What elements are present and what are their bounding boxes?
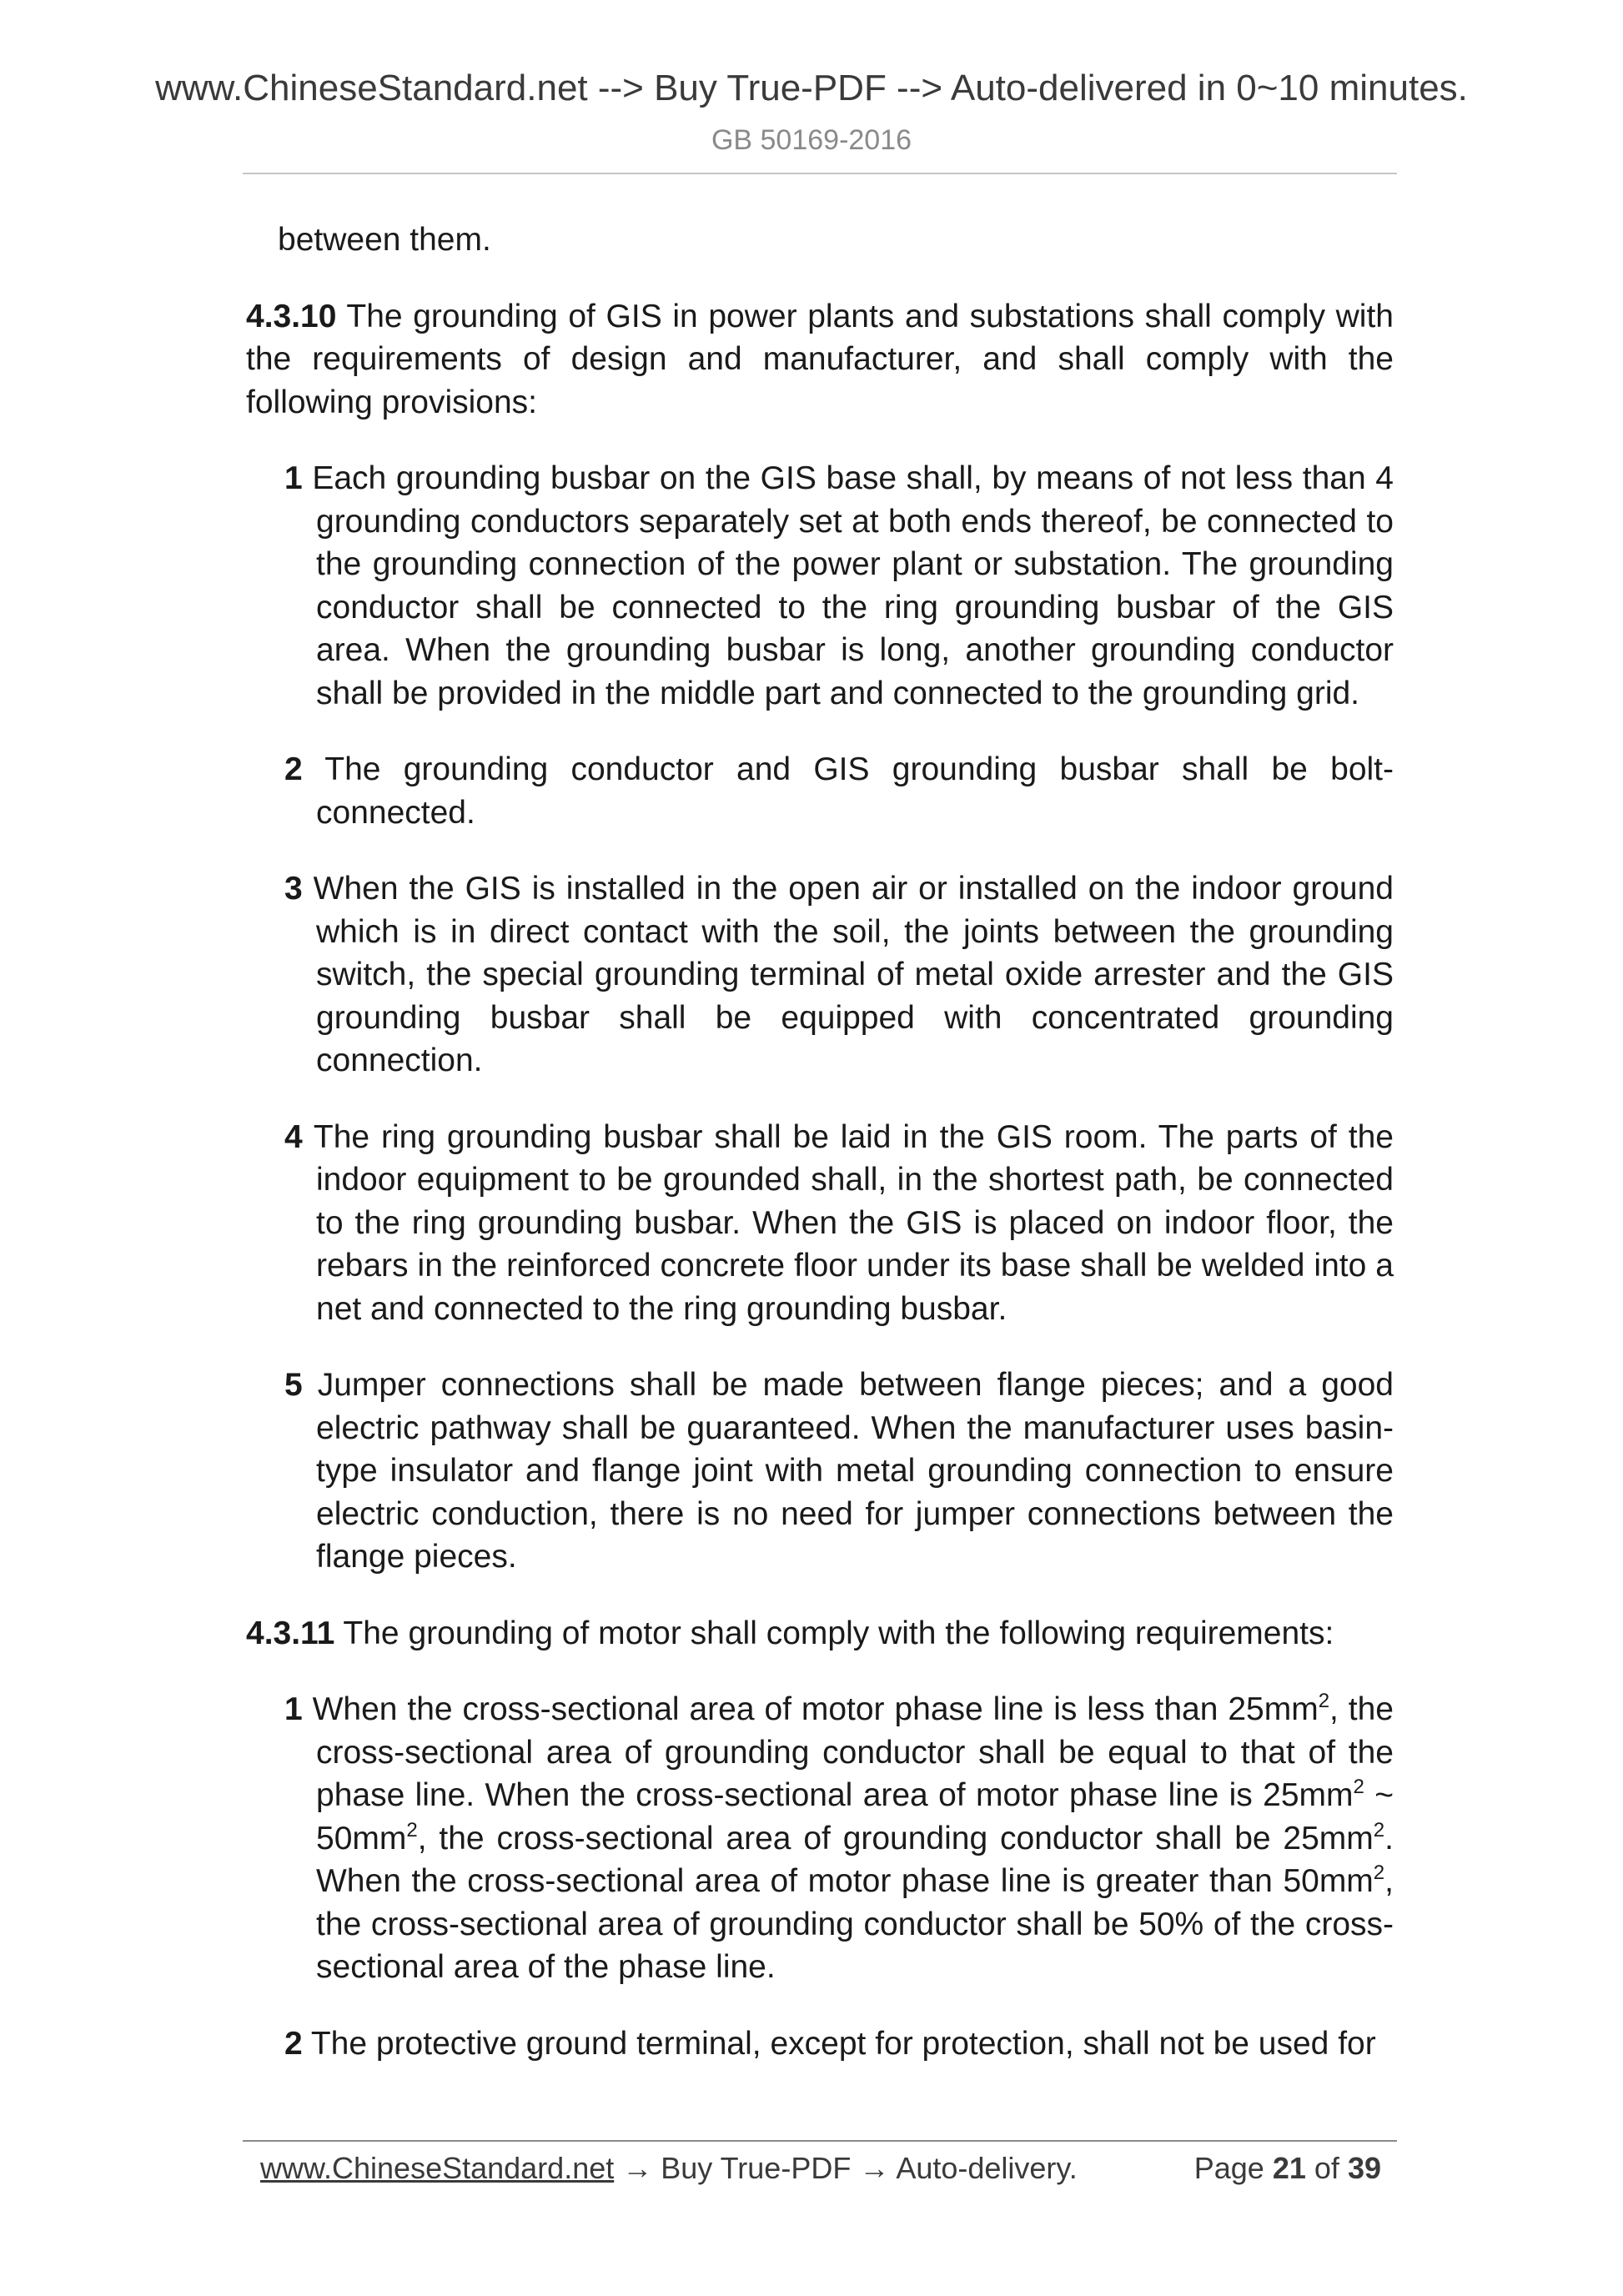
clause-number: 4.3.10 xyxy=(246,298,337,334)
footer-divider xyxy=(243,2140,1397,2142)
item-text-segment: When the cross-sectional area of motor phase line is less than 25mm xyxy=(312,1691,1319,1727)
list-item xyxy=(246,1116,1394,1331)
header-divider xyxy=(243,173,1397,174)
header-banner: www.ChineseStandard.net --> Buy True-PDF --> Auto-delivered in 0~10 minutes. xyxy=(155,68,1468,108)
clause-text: The grounding of GIS in power plants and substations shall comply with the requirements of design and manufacturer, and shall comply with the following provisions: xyxy=(246,298,1394,420)
page-number: 21 xyxy=(1272,2151,1306,2185)
item-text: The grounding conductor and GIS grounding busbar shall be bolt-connected. xyxy=(316,751,1394,831)
item-text-segment: , the cross-sectional area of grounding conductor shall be 50% of the cross-sectional area of the phase line. xyxy=(316,1863,1394,1985)
list-item xyxy=(246,1364,1394,1579)
item-text-segment: ~ 50mm xyxy=(316,1777,1394,1856)
item-text: When the GIS is installed in the open air or installed on the indoor ground which is in direct contact with the soil, the joints between the grounding switch, the special grounding terminal of metal oxide arrester and the GIS grounding busbar shall be equipped with concentrated grounding connection. xyxy=(313,871,1394,1078)
item-number: 4 xyxy=(284,1118,303,1155)
item-text-segment: . When the cross-sectional area of motor phase line is greater than 50mm xyxy=(316,1820,1394,1899)
footer-promo xyxy=(260,2148,1078,2188)
superscript: 2 xyxy=(1373,1818,1385,1841)
list-item xyxy=(246,2022,1394,2066)
item-text: The protective ground terminal, except for protection, shall not be used for xyxy=(310,2025,1376,2062)
superscript: 2 xyxy=(1373,1861,1385,1884)
document-body xyxy=(246,219,1394,2065)
item-text: Jumper connections shall be made between flange pieces; and a good electric pathway shall be guaranteed. When the manufacturer uses basin-type insulator and flange joint with metal grounding connection to ensure electric conduction, there is no need for jumper connections between the flange pieces. xyxy=(316,1367,1394,1575)
page-header xyxy=(0,65,1623,160)
list-item xyxy=(246,1688,1394,1989)
list-item xyxy=(246,457,1394,715)
item-text: The ring grounding busbar shall be laid in the GIS room. The parts of the indoor equipment to be grounded shall, in the shortest path, be connected to the ring grounding busbar. When the GIS is placed on indoor floor, the rebars in the reinforced concrete floor under its base shall be welded into a net and connected to the ring grounding busbar. xyxy=(313,1118,1394,1327)
item-number: 2 xyxy=(284,751,303,787)
continuation-text: between them. xyxy=(278,222,491,258)
footer-tagline: → Buy True-PDF → Auto-delivery. xyxy=(614,2151,1078,2185)
item-text: Each grounding busbar on the GIS base shall, by means of not less than 4 grounding conductors separately set at both ends thereof, be connected to the grounding connection of the power plant or substation. The grounding conductor shall be connected to the ring grounding busbar of the GIS area. When the grounding busbar is long, another grounding conductor shall be provided in the middle part and connected to the grounding grid. xyxy=(312,460,1394,711)
superscript: 2 xyxy=(1353,1776,1364,1798)
item-number: 1 xyxy=(284,1691,303,1727)
item-text-segment: , the cross-sectional area of grounding conductor shall be 25mm xyxy=(417,1820,1374,1856)
total-pages: 39 xyxy=(1347,2151,1381,2185)
clause-text: The grounding of motor shall comply with the following requirements: xyxy=(343,1615,1334,1651)
superscript: 2 xyxy=(1318,1690,1330,1712)
site-link[interactable]: www.ChineseStandard.net xyxy=(260,2151,615,2185)
item-number: 1 xyxy=(284,460,303,496)
clause-4-3-10 xyxy=(246,295,1394,425)
list-item xyxy=(246,867,1394,1083)
page-label: Page xyxy=(1193,2151,1264,2185)
item-number: 5 xyxy=(284,1367,303,1403)
item-number: 2 xyxy=(284,2025,303,2062)
of-label: of xyxy=(1314,2151,1339,2185)
clause-number: 4.3.11 xyxy=(246,1615,335,1651)
item-text-segment: , the cross-sectional area of grounding conductor shall be equal to that of the phase line. When the cross-sectional area of motor phase line is 25mm xyxy=(316,1691,1394,1813)
standard-number: GB 50169-2016 xyxy=(711,124,912,156)
page-indicator xyxy=(1194,2148,1381,2188)
list-item xyxy=(246,748,1394,834)
clause-4-3-11 xyxy=(246,1612,1394,1655)
superscript: 2 xyxy=(406,1818,418,1841)
item-number: 3 xyxy=(284,871,303,907)
